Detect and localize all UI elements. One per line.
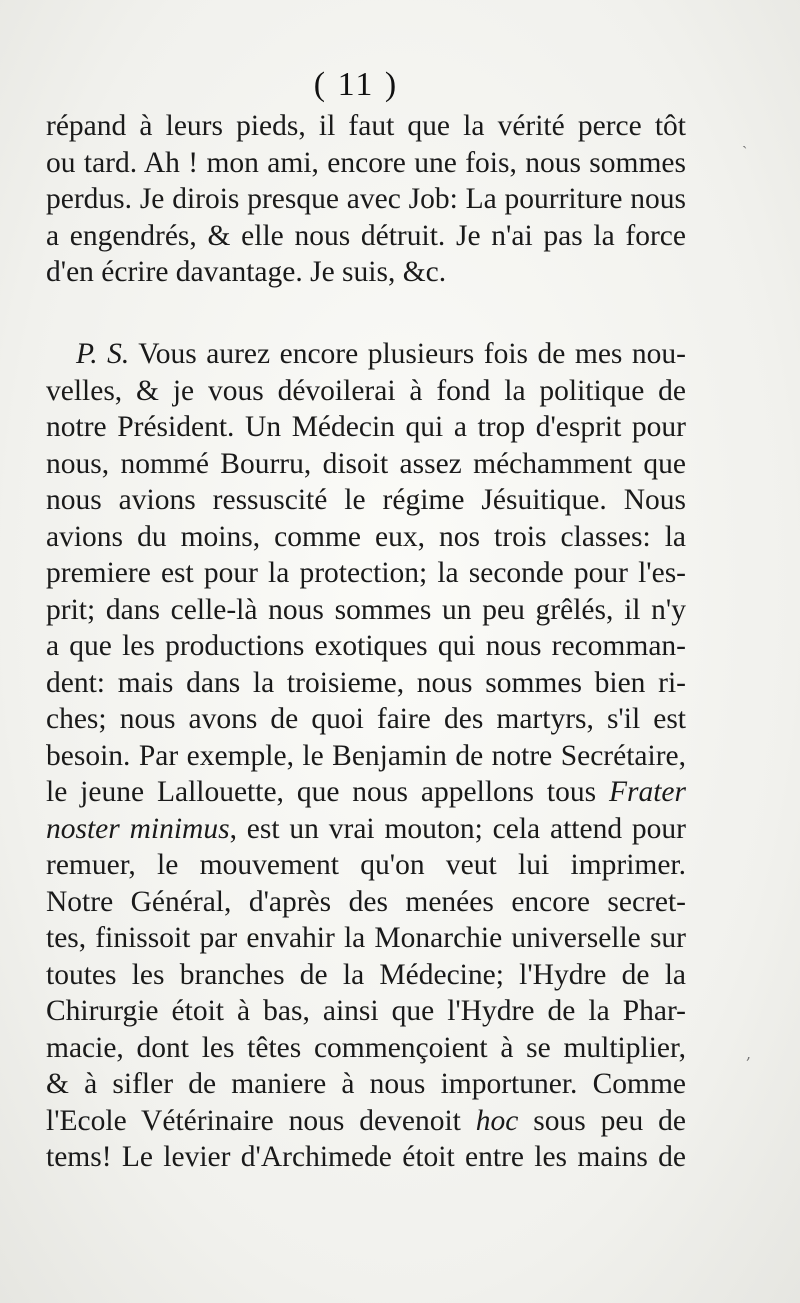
text-line: remuer, le mouvement qu'on veut lui imprimer. — [46, 849, 686, 881]
hoc-italic: hoc — [475, 1104, 519, 1137]
text-line: macie, dont les têtes commençoient à se multiplier, — [46, 1031, 686, 1064]
hoc-pre: l'Ecole Vétérinaire nous devenoit — [46, 1104, 476, 1137]
text-line: répand à leurs pieds, il faut que la vérité perce tôt — [46, 110, 686, 142]
text-line: & à sifler de maniere à nous importuner. Comme — [46, 1068, 686, 1100]
frater-pre: le jeune Lallouette, que nous appellons tous — [46, 776, 609, 808]
text-line: notre Président. Un Médecin qui a trop d'esprit pour — [46, 411, 686, 443]
noster-italic: noster minimus — [46, 812, 230, 845]
text-line: besoin. Par exemple, le Benjamin de notre Secrétaire, — [46, 739, 686, 772]
text-line: avions du moins, comme eux, nos trois classes: la — [46, 520, 686, 553]
margin-mark: , — [746, 1044, 752, 1063]
text-line: Notre Général, d'après des menées encore secret- — [46, 885, 686, 918]
ps-label: P. S. — [76, 338, 130, 370]
paragraph-1 — [46, 108, 686, 291]
noster-post: , est un vrai mouton; cela attend pour — [229, 812, 686, 845]
text-line: velles, & je vous dévoilerai à fond la politique de — [46, 374, 686, 407]
paragraph-2 — [46, 336, 686, 1176]
text-line: perdus. Je dirois presque avec Job: La pourriture nous — [46, 183, 686, 215]
text-line-hoc — [46, 1103, 686, 1140]
text-line-frater — [46, 774, 686, 811]
text-line: ou tard. Ah ! mon ami, encore une fois, nous sommes — [46, 146, 686, 179]
page-number: ( 11 ) — [313, 66, 399, 103]
text-line: tes, finissoit par envahir la Monarchie universelle sur — [46, 922, 686, 954]
text-line: dent: mais dans la troisieme, nous sommes bien ri- — [46, 666, 686, 699]
frater-italic: Frater — [608, 776, 686, 808]
text-line: prit; dans celle-là nous sommes un peu grêlés, il n'y — [46, 593, 686, 626]
text-line: nous avions ressuscité le régime Jésuitique. Nous — [46, 484, 686, 516]
text-line: toutes les branches de la Médecine; l'Hydre de la — [46, 958, 686, 991]
text-line: Chirurgie étoit à bas, ainsi que l'Hydre de la Phar- — [46, 995, 686, 1027]
margin-mark: ˎ — [742, 130, 748, 149]
text-line: premiere est pour la protection; la seconde pour l'es- — [46, 557, 686, 589]
text-line: nous, nommé Bourru, disoit assez méchamment que — [46, 447, 686, 480]
text-line: d'en écrire davantage. Je suis, &c. — [46, 256, 447, 288]
text-line: a engendrés, & elle nous détruit. Je n'ai pas la force — [46, 219, 686, 252]
text-line-noster — [46, 811, 686, 848]
text-line: a que les productions exotiques qui nous recomman- — [46, 630, 686, 662]
hoc-post: sous peu de — [518, 1104, 686, 1137]
text-line-ps — [46, 336, 686, 373]
ps-text: Vous aurez encore plusieurs fois de mes nou- — [129, 338, 686, 370]
text-line: tems! Le levier d'Archimede étoit entre les mains de — [46, 1141, 686, 1173]
text-line: ches; nous avons de quoi faire des martyrs, s'il est — [46, 703, 686, 735]
